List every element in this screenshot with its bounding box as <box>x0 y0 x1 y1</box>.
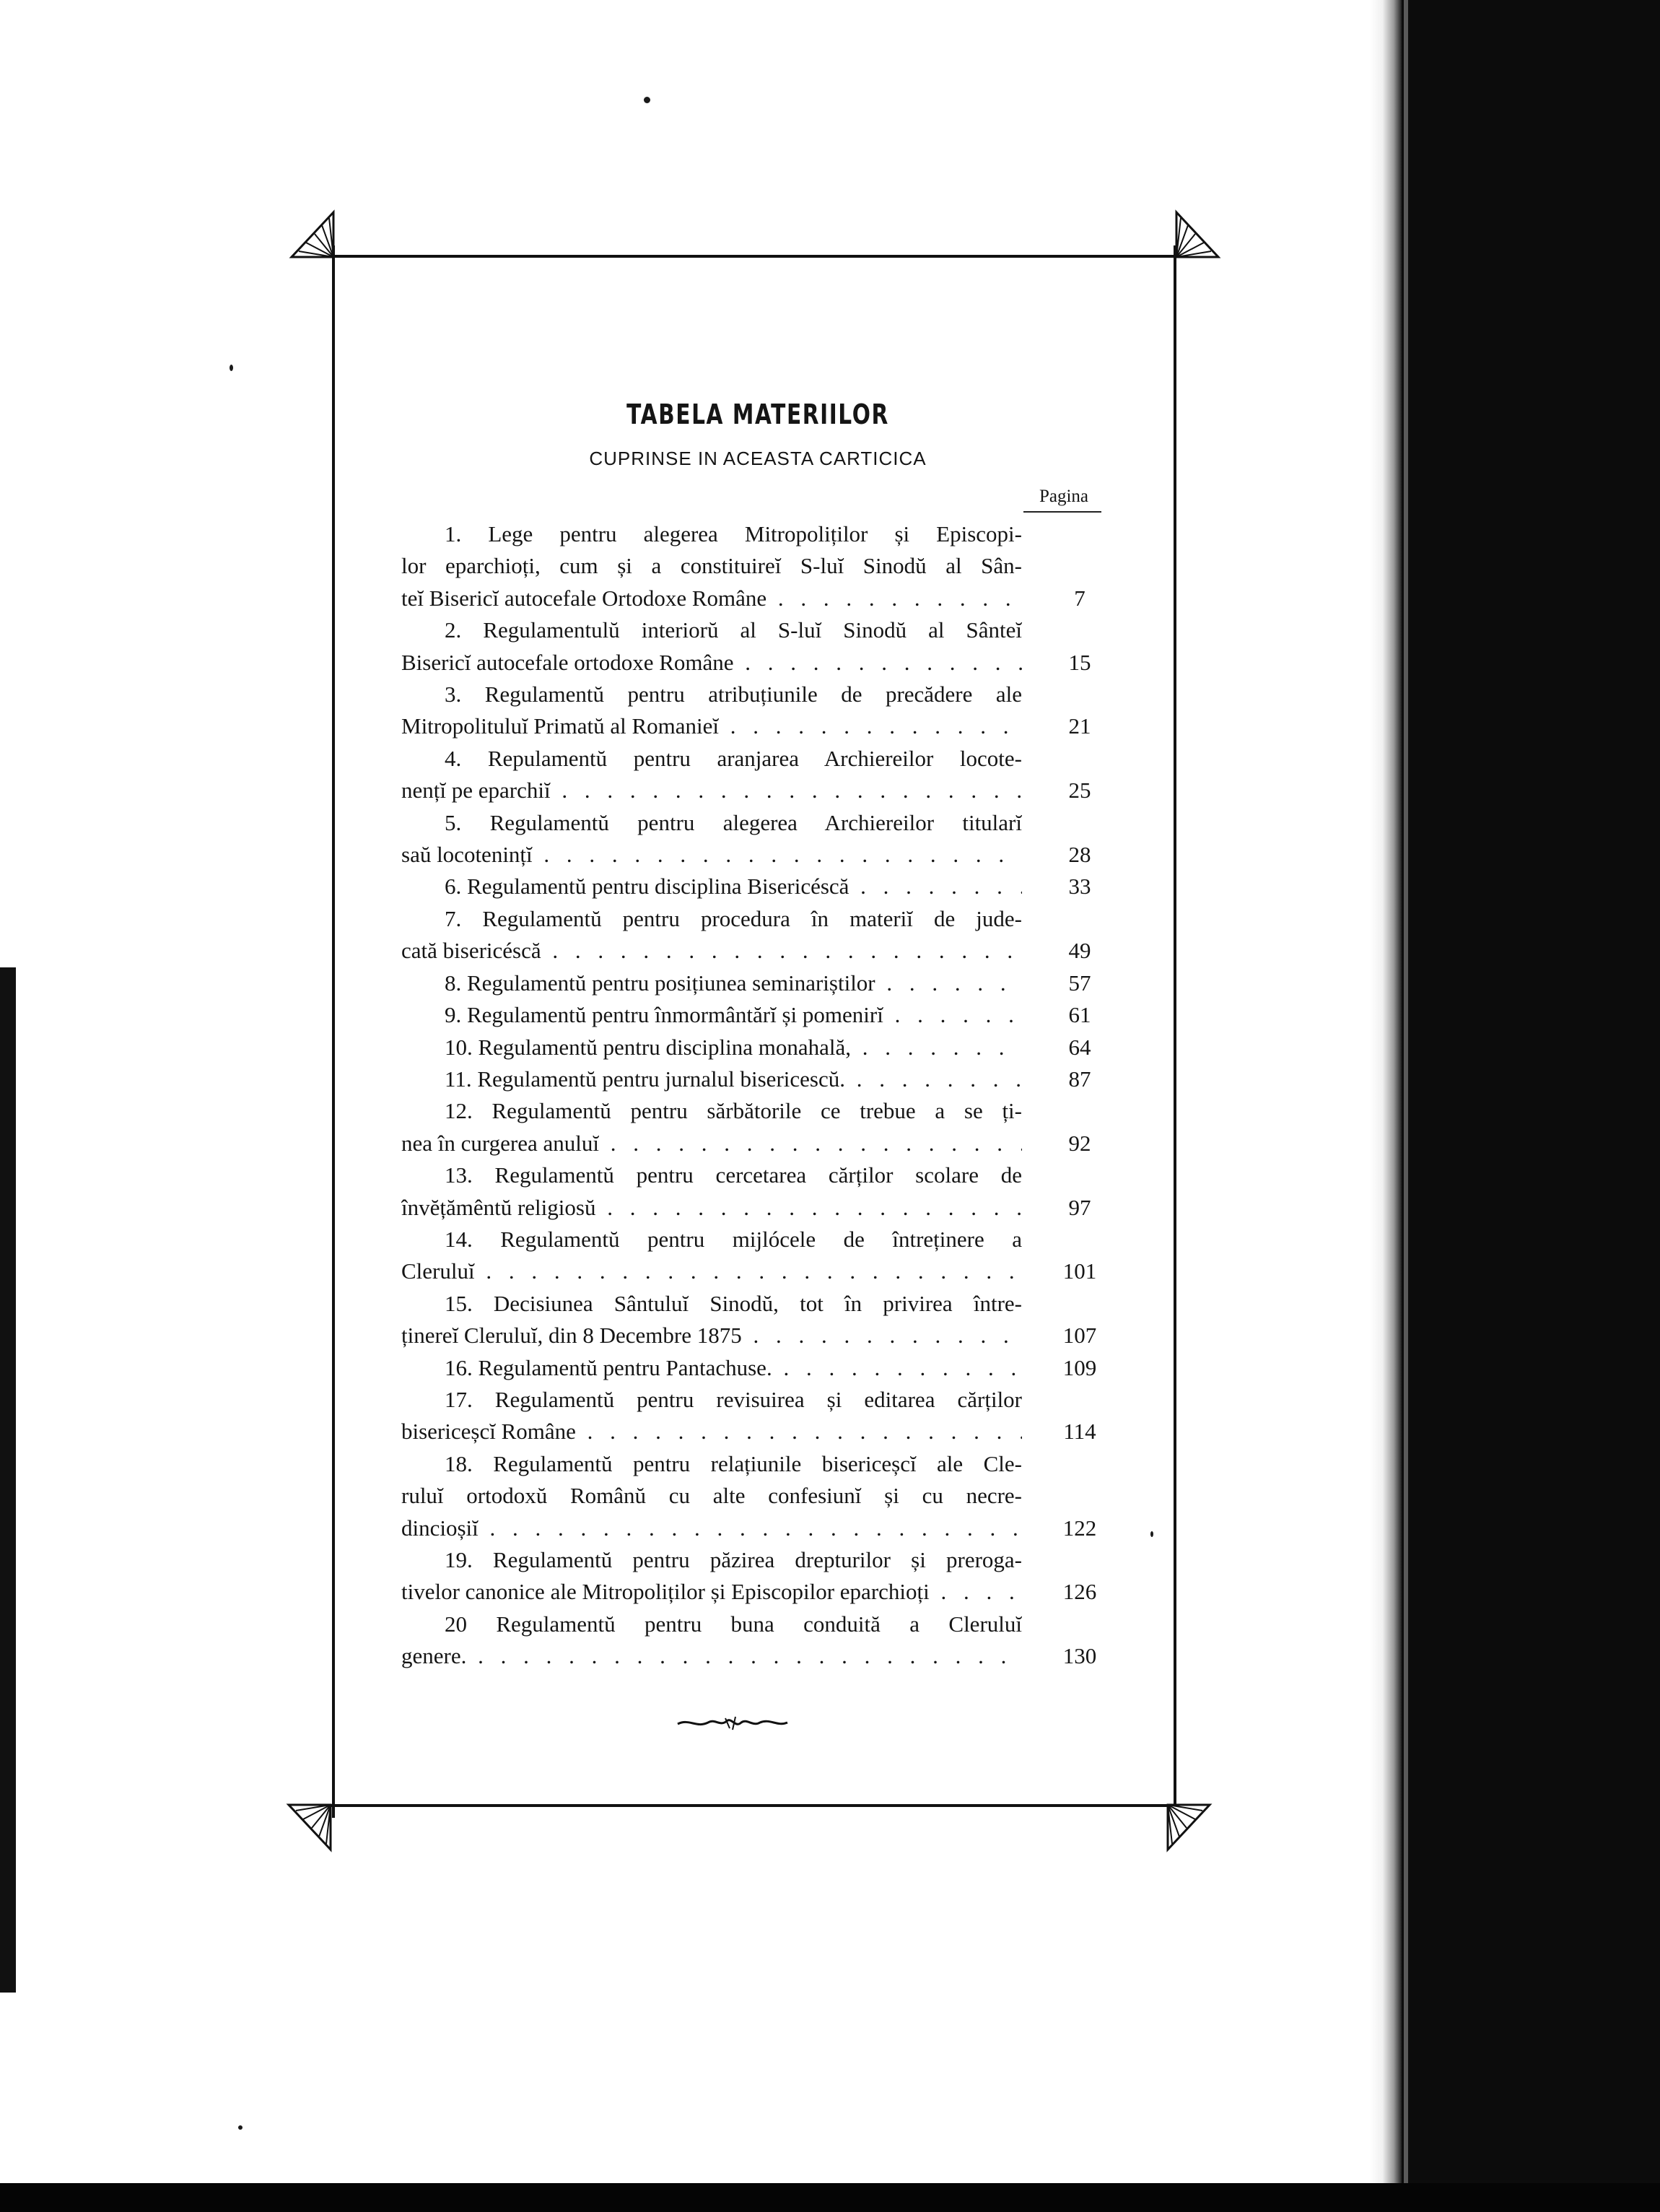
toc-entry-line: Cleruluĭ . . . <box>401 1255 1022 1287</box>
toc-entry-line: tivelor canonice ale Mitropoliților și Episcopilor eparchioți . . . <box>401 1576 1022 1608</box>
toc-page-number: 57 <box>1068 970 1091 996</box>
toc-entry-line: 16. Regulamentŭ pentru Pantachuse. . . . <box>401 1352 1022 1384</box>
toc-entry-line: 20 Regulamentŭ pentru buna conduită a Cleruluĭ <box>445 1611 1022 1637</box>
toc-entry-line: 19. Regulamentŭ pentru păzirea drepturilor și preroga- <box>445 1547 1022 1572</box>
toc-entry <box>401 1159 1123 1224</box>
toc-entry <box>401 679 1123 743</box>
toc-page-number: 122 <box>1062 1515 1097 1541</box>
frame-left-line <box>332 245 335 1818</box>
toc-entry <box>401 1224 1123 1288</box>
toc-entry-line: dincioșiĭ . . . <box>401 1512 1022 1544</box>
toc-page-number: 64 <box>1068 1034 1091 1060</box>
toc-entry-line: saŭ locotenințĭ . . . <box>401 839 1022 871</box>
frame-bottom-line <box>323 1804 1184 1807</box>
toc-entry <box>401 743 1123 807</box>
toc-entry-line: 12. Regulamentŭ pentru sărbătorile ce trebue a se ți- <box>445 1098 1022 1124</box>
page-column-rule <box>1023 511 1101 513</box>
frame-right-line <box>1174 245 1176 1818</box>
toc-entry <box>401 518 1123 614</box>
toc-entry-line: 7. Regulamentŭ pentru procedura în materiĭ de jude- <box>445 905 1022 931</box>
toc-entry <box>401 1352 1123 1384</box>
toc-entry-line: 6. Regulamentŭ pentru disciplina Bisericéscă . . . <box>401 871 1022 902</box>
toc-entry-line: 8. Regulamentŭ pentru posițiunea seminariștilor . . . <box>401 967 1022 999</box>
toc-entry <box>401 967 1123 999</box>
toc-entry <box>401 903 1123 967</box>
toc-entry <box>401 871 1123 902</box>
toc-entry-line: 1. Lege pentru alegerea Mitropoliților și Episcopi- <box>445 521 1022 547</box>
toc-entry-line: 13. Regulamentŭ pentru cercetarea cărților scolare de <box>445 1162 1022 1188</box>
toc-entry <box>401 1032 1123 1063</box>
toc-entry <box>401 1448 1123 1544</box>
toc-entry-line: 4. Repulamentŭ pentru aranjarea Archiereilor locote- <box>445 745 1022 771</box>
scan-gutter <box>1402 0 1660 2212</box>
toc-entry-line: 9. Regulamentŭ pentru înmormântărĭ și pomenirĭ . . . <box>401 999 1022 1031</box>
toc-entry <box>401 1095 1123 1159</box>
toc-page-number: 28 <box>1068 842 1091 868</box>
toc-page-number: 61 <box>1068 1002 1091 1028</box>
toc-page-number: 101 <box>1062 1258 1097 1284</box>
toc-page-number: 7 <box>1074 585 1085 611</box>
corner-ornament-top-right-icon <box>1171 209 1221 260</box>
toc-page-number: 25 <box>1068 778 1091 804</box>
toc-entry-line: genere. . . . <box>401 1640 1022 1672</box>
toc-page-number: 109 <box>1062 1354 1097 1380</box>
toc-entry-line: ținereĭ Cleruluĭ, din 8 Decembre 1875 . . . <box>401 1320 1022 1351</box>
toc-entry-line: lor eparchioți, cum și a constituireĭ S-luĭ Sinodŭ al Sân- <box>401 553 1022 579</box>
toc-page-number: 21 <box>1068 713 1091 739</box>
corner-ornament-bottom-right-icon <box>1162 1802 1213 1852</box>
scan-left-edge <box>0 967 16 1993</box>
toc-entry <box>401 1384 1123 1448</box>
toc-entry-line: 5. Regulamentŭ pentru alegerea Archiereilor titularĭ <box>445 809 1022 835</box>
scan-gutter-edge <box>1370 0 1402 2212</box>
toc-entry-line: 3. Regulamentŭ pentru atribuțiunile de precădere ale <box>445 682 1022 707</box>
toc-page-number: 33 <box>1068 874 1091 900</box>
toc-page-number: 107 <box>1062 1323 1097 1349</box>
toc-entry-line: 2. Regulamentulŭ interiorŭ al S-luĭ Sinodŭ al Sânteĭ <box>445 617 1022 643</box>
speck <box>644 97 650 103</box>
toc-entry <box>401 1608 1123 1673</box>
speck <box>1150 1531 1153 1537</box>
speck <box>238 2125 243 2130</box>
toc-entry-line: cată bisericéscă . . . <box>401 935 1022 967</box>
speck <box>230 365 233 371</box>
toc-entry-line: Mitropolituluĭ Primatŭ al Romanieĭ . . . <box>401 710 1022 742</box>
corner-ornament-top-left-icon <box>289 209 339 260</box>
toc-entry-line: 11. Regulamentŭ pentru jurnalul bisericescŭ. . . . <box>401 1063 1022 1095</box>
toc-entry-line: teĭ Bisericĭ autocefale Ortodoxe Române . . . <box>401 583 1022 614</box>
toc-page-number: 114 <box>1063 1419 1096 1445</box>
end-flourish-icon <box>675 1714 790 1733</box>
toc-entry-line: ruluĭ ortodoxŭ Românŭ cu alte confesiunĭ și cu necre- <box>401 1483 1022 1509</box>
toc-entry-line: nea în curgerea anuluĭ . . . <box>401 1128 1022 1159</box>
page-title: TABELA MATERIILOR <box>626 399 889 430</box>
page-column-header: Pagina <box>1039 487 1089 506</box>
toc-entry-line: 17. Regulamentŭ pentru revisuirea și editarea cărților <box>445 1386 1022 1412</box>
toc-entry-line: Bisericĭ autocefale ortodoxe Române . . . <box>401 647 1022 679</box>
toc-page-number: 92 <box>1068 1130 1091 1156</box>
frame-top-line <box>323 255 1184 258</box>
toc-entry <box>401 1063 1123 1095</box>
corner-ornament-bottom-left-icon <box>286 1802 336 1852</box>
toc-entry <box>401 999 1123 1031</box>
toc-entry-line: 15. Decisiunea Sântuluĭ Sinodŭ, tot în privirea între- <box>445 1290 1022 1316</box>
toc-page-number: 87 <box>1068 1066 1091 1092</box>
toc-entry <box>401 1544 1123 1608</box>
toc-entry <box>401 1288 1123 1352</box>
toc-entry <box>401 807 1123 871</box>
toc-page-number: 49 <box>1068 938 1091 964</box>
toc-page-number: 126 <box>1062 1579 1097 1605</box>
toc-page-number: 97 <box>1068 1194 1091 1220</box>
toc-entry-line: bisericeșcĭ Române . . . <box>401 1416 1022 1447</box>
toc-page-number: 130 <box>1062 1643 1097 1669</box>
scan-gutter-line <box>1404 0 1408 2212</box>
scan-bottom-edge <box>0 2183 1660 2212</box>
toc-entry-line: învĕțămêntŭ religiosŭ . . . <box>401 1192 1022 1224</box>
toc-entry <box>401 614 1123 679</box>
table-of-contents <box>401 518 1123 1673</box>
toc-entry-line: 18. Regulamentŭ pentru relațiunile bisericeșcĭ ale Cle- <box>445 1450 1022 1476</box>
toc-entry-line: nențĭ pe eparchiĭ . . . <box>401 775 1022 806</box>
page-subtitle: CUPRINSE IN ACEASTA CARTICICA <box>589 448 927 469</box>
toc-page-number: 15 <box>1068 649 1091 675</box>
toc-entry-line: 14. Regulamentŭ pentru mijlócele de întreținere a <box>445 1226 1022 1252</box>
toc-entry-line: 10. Regulamentŭ pentru disciplina monahală, . . . <box>401 1032 1022 1063</box>
